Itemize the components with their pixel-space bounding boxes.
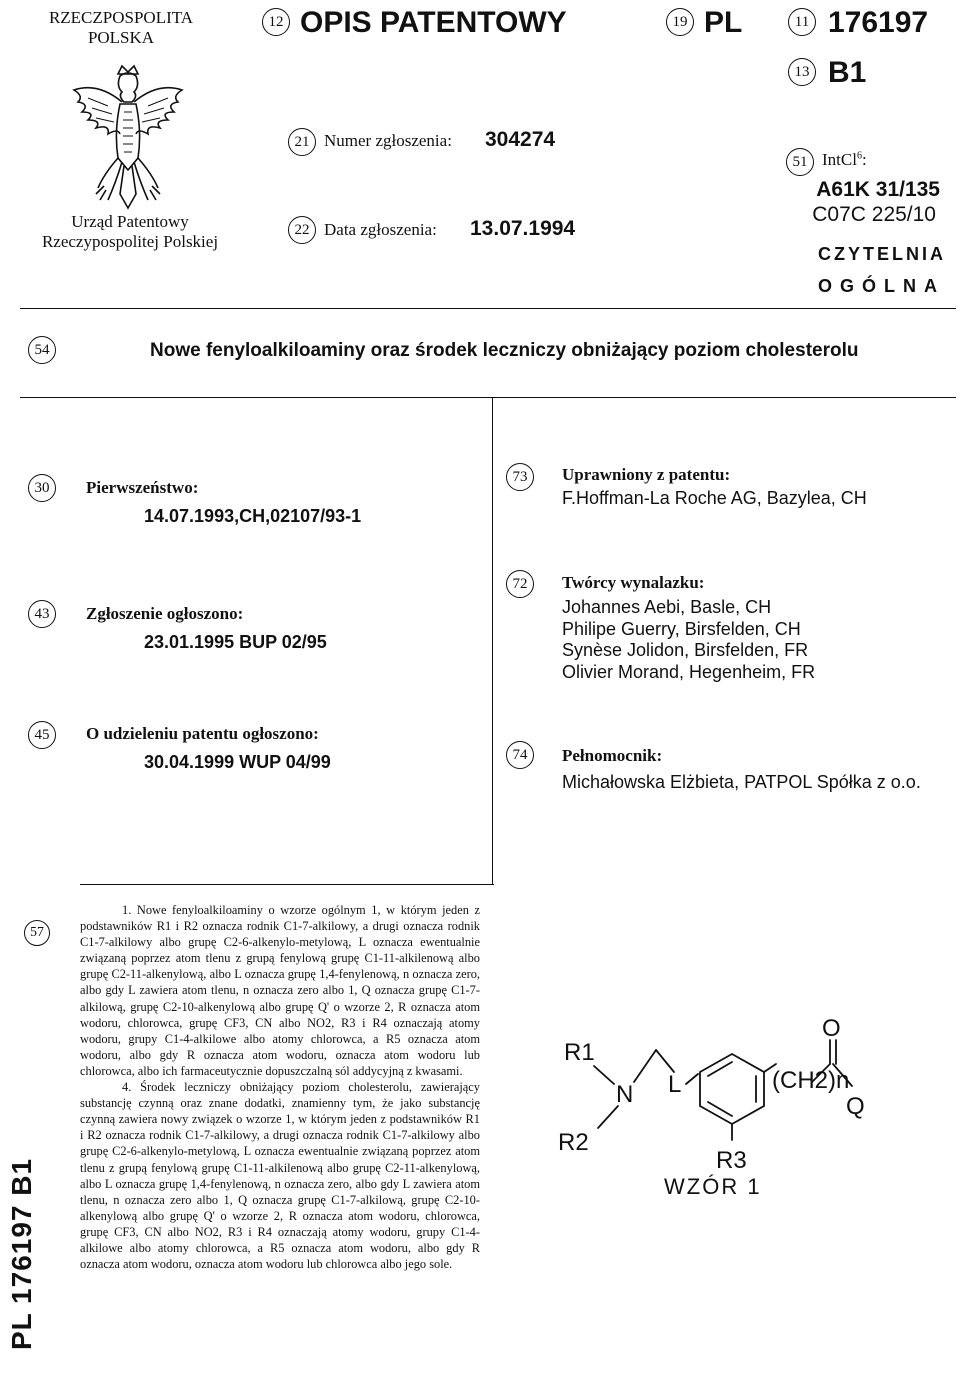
inid-code-11: 11 — [788, 8, 816, 36]
inid-code-54: 54 — [28, 336, 56, 364]
library-stamp-line-2: OGÓLNA — [818, 276, 945, 296]
inid-code-72: 72 — [506, 570, 534, 598]
inid-code-21: 21 — [288, 128, 316, 156]
inid-code-57: 57 — [24, 920, 50, 946]
priority-label: Pierwszeństwo: — [86, 478, 199, 497]
inid-code-51: 51 — [786, 148, 814, 176]
application-number-label: Numer zgłoszenia: — [324, 131, 452, 150]
title-divider — [20, 397, 956, 398]
application-date-label: Data zgłoszenia: — [324, 220, 437, 239]
document-type: OPIS PATENTOWY — [300, 6, 567, 39]
priority-value: 14.07.1993,CH,02107/93-1 — [144, 506, 362, 526]
country-code: PL — [704, 6, 743, 39]
ch2n-label: (CH2)n — [772, 1067, 850, 1094]
bond-r1-n — [594, 1066, 614, 1084]
holder-value: F.Hoffman-La Roche AG, Bazylea, CH — [562, 488, 867, 508]
publication-value: 23.01.1995 BUP 02/95 — [144, 632, 327, 652]
inid-code-22: 22 — [288, 216, 316, 244]
patent-office — [20, 212, 240, 252]
n-atom-label: N — [616, 1081, 634, 1108]
inid-code-12: 12 — [262, 8, 290, 36]
r3-label: R3 — [716, 1147, 747, 1174]
grant-label: O udzieleniu patentu ogłoszono: — [86, 724, 319, 743]
inid-code-43: 43 — [28, 600, 56, 628]
inventor-name: Synèse Jolidon, Birsfelden, FR — [562, 640, 809, 660]
column-divider — [492, 398, 493, 884]
header-divider — [20, 308, 956, 309]
application-number: 304274 — [485, 128, 556, 151]
abstract-text — [80, 902, 480, 1272]
patent-title: Nowe fenyloalkiloaminy oraz środek leczniczy obniżający poziom cholesterolu — [150, 340, 859, 361]
country-line-2: POLSKA — [87, 28, 155, 47]
publication-label: Zgłoszenie ogłoszono: — [86, 604, 244, 623]
bond-l-ring — [686, 1074, 698, 1084]
grant-value: 30.04.1999 WUP 04/99 — [144, 752, 331, 772]
r1-label: R1 — [564, 1039, 595, 1066]
claim-4: 4. Środek leczniczy obniżający poziom cholesterolu, zawierający substancję czynną oraz znane dodatki, znamienny tym, że jako substancję czynną zawiera nowy związek o wzorze 1, w którym jeden z podstawników R1 i R2 oznacza rodnik C1-7-alkilowy, a drugi oznacza rodnik C1-7-alkilowy albo grupę C2-6-alkenylo-metylową, L oznacza ewentualnie związaną poprzez atom tlenu z grupą fenylową grupę C1-11-alkilenową albo grupę C2-11-alkenylową, albo L oznacza grupę 1,4-fenylenową, n oznacza zero, albo gdy L zawiera atom tlenu, n oznacza zero albo 1, Q oznacza grupę C1-7-alkilową, grupę C2-10-alkenylową albo grupę Q' o wzorze 2, R oznacza atom wodoru, chlorowca, grupę CF3, CN albo NO2, R3 i R4 oznaczają atomy wodoru, grupy C1-4-alkilowe albo atomy chlorowca, a R5 oznacza atom wodoru, albo gdy R oznacza atom wodoru, oznacza atom wodoru lub chlorowca albo jego sole. — [80, 1080, 480, 1272]
country-name — [36, 8, 206, 48]
bond-n-ch2 — [634, 1050, 656, 1082]
ipc-class-2: C07C 225/10 — [812, 203, 936, 226]
kind-code: B1 — [828, 56, 867, 89]
inventors-list — [562, 597, 815, 683]
attorney-value: Michałowska Elżbieta, PATPOL Spółka z o.o. — [562, 772, 921, 792]
q-group-label: Q — [846, 1093, 865, 1120]
abstract-divider — [80, 884, 494, 885]
attorney-label: Pełnomocnik: — [562, 746, 663, 765]
inventor-name: Olivier Morand, Hegenheim, FR — [562, 661, 816, 682]
ipc-class-1: A61K 31/135 — [816, 178, 940, 201]
office-line-2: Rzeczypospolitej Polskiej — [41, 232, 219, 251]
inventors-label: Twórcy wynalazku: — [562, 573, 705, 592]
inid-code-19: 19 — [666, 8, 694, 36]
polish-eagle-emblem — [68, 62, 188, 212]
claim-1: 1. Nowe fenyloalkiloaminy o wzorze ogólnym 1, w którym jeden z podstawników R1 i R2 oznacza rodnik C1-7-alkilowy, a drugi oznacza rodnik C1-7-alkilowy albo grupę C2-6-alkenylo-metylową, L oznacza ewentualnie związaną poprzez atom tlenu z grupą fenylową grupę C1-11-alkilenową albo grupę C2-11-alkenylową, albo L oznacza grupę 1,4-fenylenową, n oznacza zero, albo gdy L zawiera atom tlenu, n oznacza zero albo 1, Q oznacza grupę C1-7-alkilową, grupę C2-10-alkenylową albo grupę Q' o wzorze 2, R oznacza atom wodoru, chlorowca, grupę CF3, CN albo NO2, R3 i R4 oznaczają atomy wodoru, grupy C1-4-alkilowe albo atomy chlorowca, a R5 oznacza atom wodoru, albo gdy R oznacza atom wodoru, oznacza atom wodoru lub chlorowca, albo ich farmaceutycznie dopuszczalną sól addycyjną z kwasami. — [80, 903, 480, 1078]
benzene-ring — [700, 1054, 764, 1124]
bond-ch2-l — [656, 1050, 674, 1072]
inid-code-45: 45 — [28, 721, 56, 749]
inid-code-74: 74 — [506, 741, 534, 769]
application-date: 13.07.1994 — [470, 217, 576, 240]
ipc-label-wrap — [822, 150, 867, 170]
inid-code-30: 30 — [28, 474, 56, 502]
holder-label: Uprawniony z patentu: — [562, 465, 731, 484]
inid-code-13: 13 — [788, 58, 816, 86]
o-atom-label: O — [822, 1015, 841, 1042]
ipc-colon: : — [861, 150, 867, 169]
library-stamp-line-1: CZYTELNIA — [818, 244, 946, 264]
r2-label: R2 — [558, 1129, 589, 1156]
inid-code-73: 73 — [506, 463, 534, 491]
ipc-label: IntCl — [822, 150, 857, 169]
ipc-edition: 6 — [856, 150, 862, 162]
inventor-name: Johannes Aebi, Basle, CH — [562, 597, 772, 617]
patent-number: 176197 — [828, 6, 929, 39]
l-group-label: L — [668, 1071, 682, 1098]
formula-caption: WZÓR 1 — [664, 1174, 762, 1199]
inventor-name: Philipe Guerry, Birsfelden, CH — [562, 618, 801, 639]
bond-r2-n — [598, 1106, 618, 1128]
side-patent-label: PL 176197 B1 — [6, 1157, 37, 1350]
office-line-1: Urząd Patentowy — [71, 212, 189, 231]
country-line-1: RZECZPOSPOLITA — [48, 8, 194, 27]
